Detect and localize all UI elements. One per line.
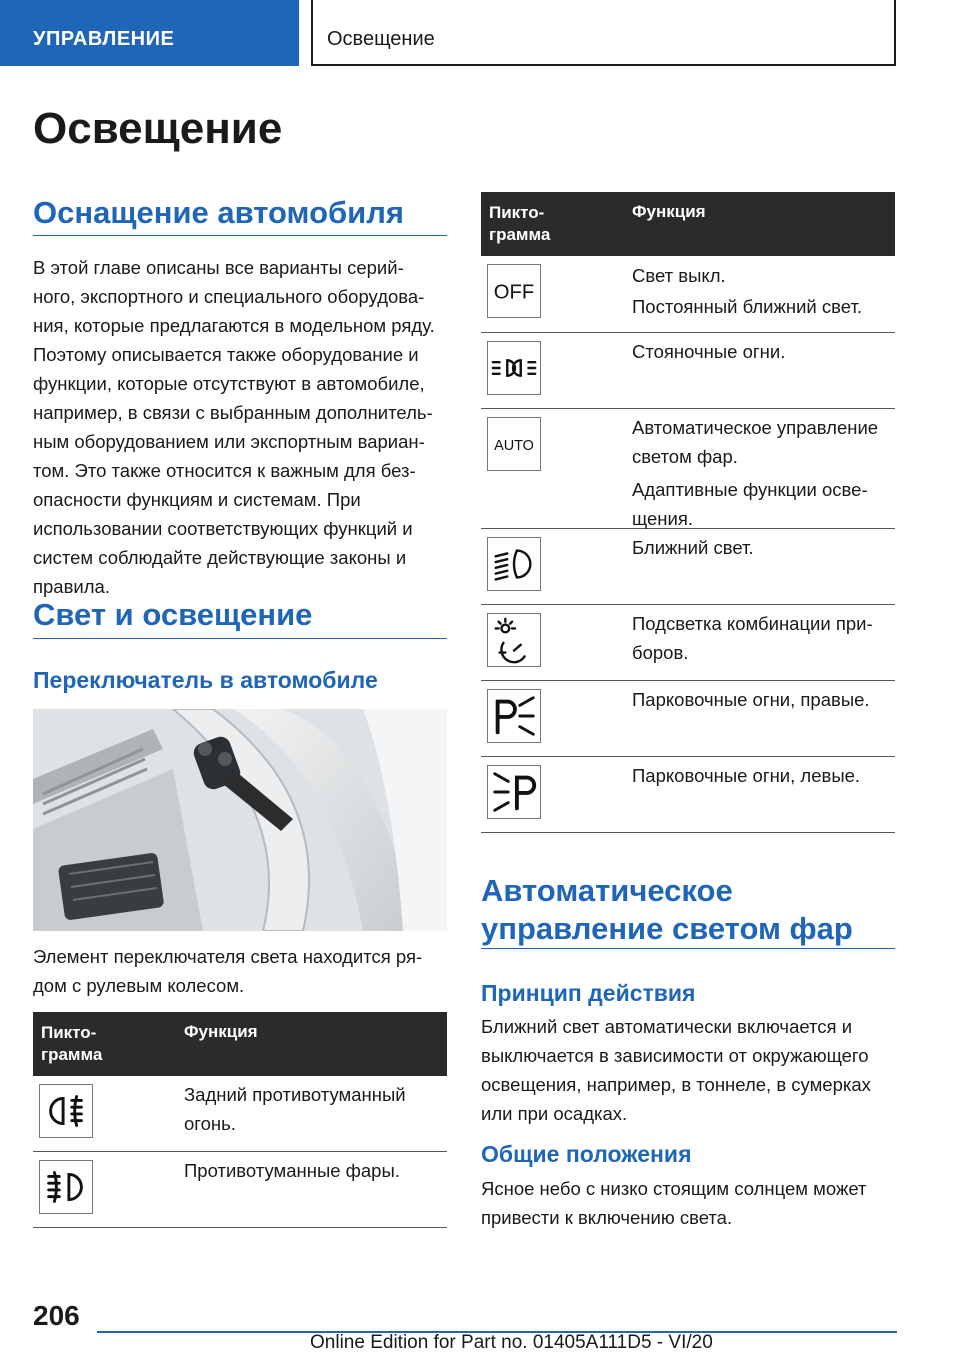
page-title: Освещение	[33, 104, 283, 153]
low-beam-icon	[487, 537, 541, 591]
section-box	[311, 0, 896, 66]
table-row: AUTO Автоматическое управление светом фар. Адаптивные функции осве- щения.	[481, 409, 895, 529]
table-row: Стояночные огни.	[481, 333, 895, 409]
table-row: Противотуманные фары.	[33, 1152, 447, 1228]
page-number: 206	[33, 1300, 80, 1331]
light-heading: Свет и освещение	[33, 597, 313, 632]
section-label: Освещение	[327, 28, 435, 50]
table-row: OFF Свет выкл. Постоянный ближний свет.	[481, 256, 895, 333]
photo-caption: Элемент переключателя света находится ря- дом с рулевым колесом.	[33, 946, 423, 996]
table-header: Пикто- грамма Функция	[33, 1012, 447, 1076]
table-row: Парковочные огни, левые.	[481, 757, 895, 833]
heading-rule	[33, 235, 447, 236]
chapter-tab	[0, 0, 299, 66]
general-heading: Общие положения	[481, 1141, 692, 1167]
off-icon	[487, 264, 541, 318]
table-header: Пикто- грамма Функция	[481, 192, 895, 256]
light-switch-photo	[33, 709, 447, 931]
left-function-table	[33, 1012, 447, 1228]
principle-paragraph: Ближний свет автоматически включается и выключается в зависимости от окружающего освещения, например, в тоннеле, в сумерках или при осадках.	[481, 1016, 871, 1124]
chapter-label: УПРАВЛЕНИЕ	[33, 28, 175, 50]
switch-heading: Переключатель в автомобиле	[33, 667, 378, 693]
heading-rule	[33, 638, 447, 639]
table-row: Парковочные огни, правые.	[481, 681, 895, 757]
auto-icon	[487, 417, 541, 471]
table-row: Подсветка комбинации при- боров.	[481, 605, 895, 681]
heading-rule	[481, 948, 895, 949]
svg-text:AUTO: AUTO	[494, 437, 534, 454]
front-fog-lights-icon	[39, 1160, 93, 1214]
dashboard-illustration	[33, 709, 447, 931]
parking-light-right-icon	[487, 689, 541, 743]
auto-headlight-heading: Автоматическое управление светом фар	[481, 873, 853, 946]
parking-light-left-icon	[487, 765, 541, 819]
right-function-table	[481, 192, 895, 833]
rear-fog-light-icon	[39, 1084, 93, 1138]
instrument-lighting-icon	[487, 613, 541, 667]
general-paragraph: Ясное небо с низко стоящим солнцем может привести к включению света.	[481, 1178, 867, 1228]
table-row: Ближний свет.	[481, 529, 895, 605]
equipment-heading: Оснащение автомобиля	[33, 195, 404, 230]
edition-text: Online Edition for Part no. 01405A111D5 - VI/20	[310, 1332, 713, 1353]
table-row: Задний противотуманный огонь.	[33, 1076, 447, 1152]
parking-lights-icon	[487, 341, 541, 395]
equipment-paragraph: В этой главе описаны все варианты серий- ного, экспортного и специального оборудова- ния, которые предлагаются в модельном ряду. Поэтому описывается также оборудование и функции, которые отсутствуют в автомобиле, например, в связи с выбранным дополнитель- ным оборудованием или экспортным вариан- том. Это также относится к важным для без- опасности функциям и системам. При использовании соответствующих функций и систем соблюдайте действующие законы и правила.	[33, 257, 435, 597]
principle-heading: Принцип действия	[481, 980, 696, 1006]
svg-text:OFF: OFF	[493, 281, 535, 304]
